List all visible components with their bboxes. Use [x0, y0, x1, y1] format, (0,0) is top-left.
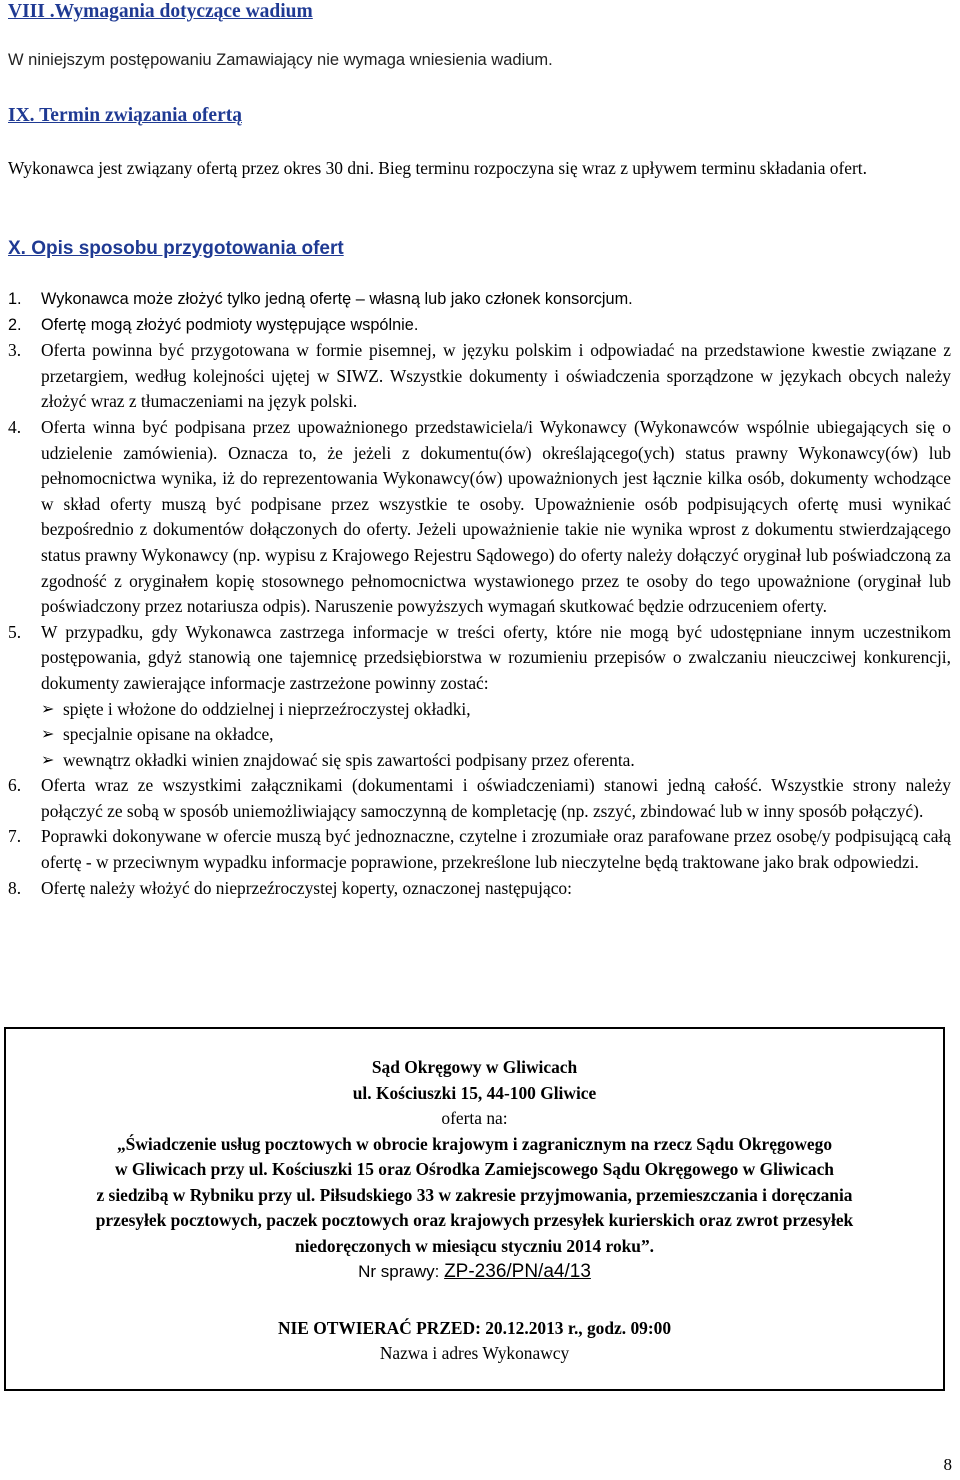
list-item-text: Ofertę należy włożyć do nieprzeźroczystej koperty, oznaczonej następująco: [41, 877, 572, 898]
bullet-text: spięte i włożone do oddzielnej i nieprzeźroczystej okładki, [63, 698, 471, 719]
list-item [8, 824, 951, 875]
subject-line: w Gliwicach przy ul. Kościuszki 15 oraz Ośrodka Zamiejscowego Sądu Okręgowego w Gliwicach [115, 1159, 834, 1179]
list-item-text: W przypadku, gdy Wykonawca zastrzega informacje w treści oferty, które nie mogą być udostępniane innym uczestnikom postępowania, gdyż stanowią one tajemnicę przedsiębiorstwa w rozumieniu przepisów o zwalczaniu nieuczciwej konkurencji, dokumenty zawierające informacje zastrzeżone powinny zostać: [41, 621, 951, 693]
list-item [8, 338, 951, 415]
bullet-item [41, 722, 951, 748]
subject-line: niedoręczonych w miesiącu styczniu 2014 roku”. [294, 1235, 655, 1256]
case-label: Nr sprawy: [358, 1262, 445, 1281]
bullet-text: specjalnie opisane na okładce, [63, 724, 274, 745]
requirements-list [8, 287, 951, 901]
envelope-label-box [4, 1027, 945, 1391]
list-item-number: 2. [8, 315, 22, 334]
list-item-number: 8. [8, 877, 22, 898]
list-item-number: 4. [8, 416, 22, 437]
section-ix-heading: IX. Termin związania ofertą [8, 105, 242, 126]
list-item [8, 876, 951, 902]
subject-line: z siedzibą w Rybniku przy ul. Piłsudskiego 33 w zakresie przyjmowania, przemieszczania i doręczania [96, 1184, 853, 1205]
list-item [8, 313, 951, 339]
arrow-bullet-icon: ➢ [41, 700, 55, 718]
case-number: ZP-236/PN/a4/13 [444, 1261, 591, 1282]
list-item-number: 6. [8, 775, 22, 796]
list-item-number: 3. [8, 340, 22, 361]
list-item-text: Oferta powinna być przygotowana w formie pisemnej, w języku polskim i odpowiadać na przedstawione kwestie związane z przetargiem, według kolejności ujętej w SIWZ. Wszystkie dokumenty i oświadczenia sporządzone w językach obcych należy złożyć wraz z tłumaczeniami na język polski. [41, 340, 951, 412]
offer-for-label: oferta na: [441, 1108, 508, 1128]
list-item [8, 620, 951, 774]
section-x-heading: X. Opis sposobu przygotowania ofert [8, 238, 344, 259]
list-item-text: Poprawki dokonywane w ofercie muszą być jednoznaczne, czytelne i zrozumiałe oraz parafowane przez osobę/y podpisującą całą ofertę - w przeciwnym wypadku informacje poprawione, przekreślone lub nieczytelne będą traktowane jako brak odpowiedzi. [41, 826, 951, 873]
list-item [8, 287, 951, 313]
section-viii-text: W niniejszym postępowaniu Zamawiający nie wymaga wniesienia wadium. [8, 51, 553, 69]
section-viii-heading: VIII .Wymagania dotyczące wadium [8, 1, 313, 22]
case-number-line [6, 1259, 943, 1285]
bullet-list [41, 697, 951, 774]
list-item-text: Wykonawca może złożyć tylko jedną ofertę – własną lub jako członek konsorcjum. [41, 290, 633, 308]
list-item-number: 1. [8, 290, 22, 308]
court-address: ul. Kościuszki 15, 44-100 Gliwice [352, 1082, 597, 1103]
bullet-item [41, 748, 951, 774]
list-item-text: Oferta winna być podpisana przez upoważnionego przedstawiciela/i Wykonawcy (Wykonawców wspólnie ubiegających się o udzielenie zamówienia). Oznacza to, że jeżeli z dokumentu(ów) określającego(ych) status prawny Wykonawcy(ów) lub pełnomocnictwa wynika, iż do reprezentowania Wykonawcy(ów) upoważnionych jest łącznie kilka osób, dokumenty wchodzące w skład oferty muszą być podpisane przez wszystkie te osoby. Upoważnienie osób podpisujących ofertę musi wynikać bezpośrednio z dokumentów dołączonych do oferty. Jeżeli upoważnienie takie nie wynika wprost z dokumentu stwierdzającego status prawny Wykonawcy (np. wypisu z Krajowego Rejestru Sądowego) do oferty należy dołączyć oryginał lub poświadczoną za zgodność z oryginałem kopię stosownego pełnomocnictwa wystawionego przez te osoby do tego upoważnione (oryginał lub poświadczony przez notariusza odpis). Naruszenie powyższych wymagań skutkować będzie odrzuceniem oferty. [41, 416, 951, 617]
page-number: 8 [943, 1455, 952, 1475]
court-name: Sąd Okręgowy w Gliwicach [371, 1057, 578, 1077]
list-item-text: Ofertę mogą złożyć podmioty występujące wspólnie. [41, 315, 419, 334]
subject-line: „Świadczenie usług pocztowych w obrocie krajowym i zagranicznym na rzecz Sądu Okręgowego [116, 1133, 833, 1154]
arrow-bullet-icon: ➢ [41, 726, 55, 744]
do-not-open-notice: NIE OTWIERAĆ PRZED: 20.12.2013 r., godz. 09:00 [277, 1317, 672, 1338]
subject-line: przesyłek pocztowych, paczek pocztowych oraz krajowych przesyłek kurierskich oraz zwrot przesyłek [95, 1210, 854, 1230]
arrow-bullet-icon: ➢ [41, 751, 55, 769]
contractor-name-label: Nazwa i adres Wykonawcy [379, 1343, 570, 1363]
section-ix-text: Wykonawca jest związany ofertą przez okres 30 dni. Bieg terminu rozpoczyna się wraz z upływem terminu składania ofert. [8, 158, 867, 178]
bullet-item [41, 697, 951, 723]
list-item [8, 415, 951, 620]
list-item [8, 773, 951, 824]
list-item-number: 5. [8, 621, 22, 642]
list-item-number: 7. [8, 826, 22, 847]
bullet-text: wewnątrz okładki winien znajdować się spis zawartości podpisany przez oferenta. [63, 749, 635, 770]
list-item-text: Oferta wraz ze wszystkimi załącznikami (dokumentami i oświadczeniami) stanowi jedną całość. Wszystkie strony należy połączyć ze sobą w sposób uniemożliwiający samoczynną de kompletację (np. zszyć, zbindować lub w inny sposób połączyć). [41, 775, 951, 821]
